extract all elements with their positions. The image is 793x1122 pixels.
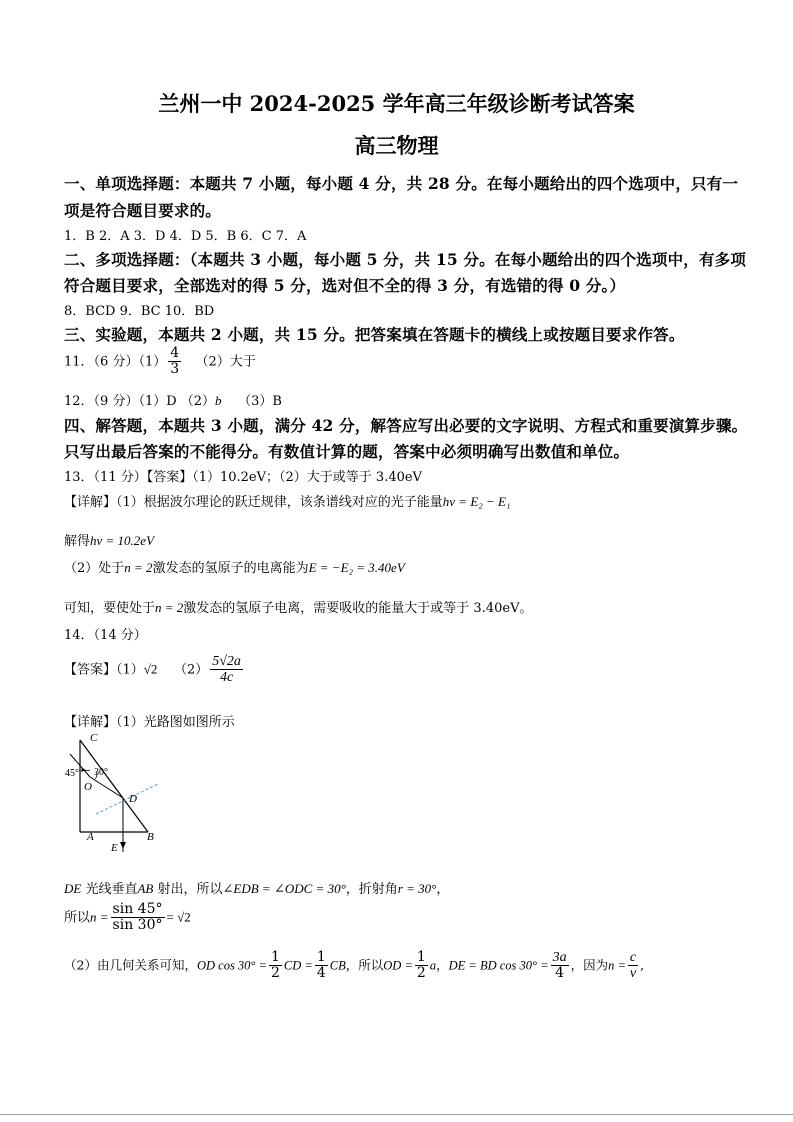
q14-line2-denominator: sin 30° [112, 917, 163, 934]
section1-heading-line2: 项是符合题目要求的。 [64, 201, 222, 220]
q14-answer-prefix: 【答案】（1） [64, 662, 144, 678]
page-bottom-rule [0, 1114, 793, 1115]
q14-line3 [64, 950, 644, 982]
q14-answer [64, 654, 245, 686]
q14-line3-frac1 [269, 950, 282, 982]
q13-conclusion-text-a: 可知，要使处于 [64, 601, 156, 616]
q13-detail1-formula: hν = E₂ − E₁ [442, 494, 511, 509]
exit-arrow-icon [120, 842, 126, 849]
q14-title: 14．（14 分） [64, 628, 147, 643]
light-path-diagram [60, 728, 170, 854]
q14-line3-a: a [429, 958, 437, 973]
q13-detail1-text: 【详解】（1）根据波尔理论的跃迁规律，该条谱线对应的光子能量 [64, 495, 443, 510]
document-title: 兰州一中 2024-2025 学年高三年级诊断考试答案 [158, 91, 635, 116]
q13-part2-text-a: （2）处于 [64, 561, 125, 576]
q14-line3-od-cos: OD cos 30° = [196, 958, 267, 973]
q11-numerator: 4 [170, 345, 180, 361]
q14-answer2-denominator: 4c [219, 670, 234, 686]
q14-line3-frac4-num: 3a [552, 950, 567, 965]
q14-line3-frac1-den: 2 [271, 965, 280, 982]
q13-solve-prefix: 解得 [64, 534, 91, 549]
q13-conclusion-text-b: 激发态的氢原子电离，需要吸收的能量大于或等于 3.40eV。 [183, 601, 533, 616]
label-b: B [147, 831, 154, 843]
q14-line3-cb: CB [329, 958, 346, 973]
section3-heading: 三、实验题，本题共 2 小题，共 15 分。把答案填在答题卡的横线上或按题目要求作答。 [64, 325, 685, 344]
q11-denominator: 3 [170, 361, 180, 378]
q14-line3-frac1-num: 1 [271, 949, 280, 965]
q14-line1-text-f: ，折射角 [345, 882, 398, 897]
q14-line2-n: n = [90, 909, 109, 925]
q14-line2-prefix: 所以 [64, 910, 91, 926]
section4-heading-line2: 只写出最后答案的不能得分。有数值计算的题，答案中必须明确写出数值和单位。 [64, 442, 630, 461]
q13-part2 [64, 557, 405, 576]
q14-line1-text-b: 光线垂直 [81, 882, 138, 897]
q14-line2 [64, 902, 191, 934]
q14-line3-frac5-den: v [629, 966, 637, 982]
section2-heading-line1: 二、多项选择题：（本题共 3 小题，每小题 5 分，共 15 分。在每小题给出的四个选项中，有多项 [64, 250, 747, 269]
q14-line1-r: r = 30° [397, 881, 437, 896]
q14-line3-text-i: ， [436, 957, 449, 973]
q14-line3-text-m: , [640, 957, 645, 973]
label-o: O [84, 781, 92, 793]
q14-line1 [64, 878, 449, 897]
normal-line [96, 784, 158, 814]
q13-solve-formula: hν = 10.2eV [90, 533, 155, 548]
section2-answers: 8．BCD 9．BC 10．BD [64, 304, 215, 319]
q13-conclusion [64, 597, 532, 616]
q14-line2-fraction [111, 902, 165, 934]
q12-prefix: 12．（9 分）（1）D （2） [64, 394, 216, 409]
q14-line3-text-k: ，因为 [570, 957, 609, 973]
q14-line3-frac2-num: 1 [316, 949, 326, 965]
q14-line3-frac2-den: 4 [316, 965, 326, 982]
q14-answer2-numerator: 5√2a [212, 654, 241, 669]
label-c: C [90, 732, 98, 744]
q14-line3-de-bd: DE = BD cos 30° = [448, 958, 549, 973]
q14-line3-frac2 [315, 950, 328, 982]
label-d: D [129, 793, 137, 805]
q11-part2: （2）大于 [195, 354, 256, 370]
q11-prefix: 11．（6 分）（1） [64, 354, 167, 370]
q14-line1-de: DE [64, 881, 82, 896]
q14-line3-frac3 [415, 950, 428, 982]
q14-line1-text-d: 射出，所以 [153, 882, 223, 897]
q14-answer1: √2 [143, 661, 158, 677]
document-subtitle: 高三物理 [354, 133, 439, 158]
q14-line3-text-e: ，所以 [345, 957, 384, 973]
refracted-ray [90, 777, 123, 798]
q14-line2-numerator: sin 45° [112, 901, 163, 917]
label-45: 45° [65, 768, 79, 779]
q13-solve [64, 530, 154, 549]
q14-line3-od: OD = [383, 958, 413, 973]
q13-part2-n: n = 2 [124, 560, 153, 575]
q14-line3-cd: CD = [283, 958, 313, 973]
section1-answers: 1．B 2．A 3．D 4．D 5．B 6．C 7．A [64, 229, 307, 244]
q12-var: b [215, 393, 222, 408]
q14-line3-n: n = [608, 958, 626, 973]
q14-line1-angles: ∠EDB = ∠ODC = 30° [222, 881, 346, 896]
q11-fraction [168, 346, 181, 378]
q13-part2-text-b: 激发态的氢原子的电离能为 [152, 561, 309, 576]
q12-part3: （3）B [238, 394, 282, 409]
q13-title: 13．（11 分）【答案】（1）10.2eV；（2）大于或等于 3.40eV [64, 470, 422, 485]
q14-line3-frac5-num: c [629, 950, 637, 965]
section1-heading-line1: 一、单项选择题：本题共 7 小题，每小题 4 分，共 28 分。在每小题给出的四个选项中，只有一 [64, 174, 739, 193]
q14-line3-frac3-num: 1 [416, 949, 426, 965]
section2-heading-line2: 符合题目要求，全部选对的得 5 分，选对但不全的得 3 分，有选错的得 0 分。） [64, 276, 626, 295]
q14-line3-frac3-den: 2 [416, 965, 426, 982]
q14-detail: 【详解】（1）光路图如图所示 [64, 715, 235, 730]
q13-part2-formula: E = −E₂ = 3.40eV [308, 560, 405, 575]
q14-answer2-fraction [210, 654, 243, 686]
q14-line3-frac4 [551, 950, 569, 982]
q13-detail1 [64, 491, 511, 510]
q11-answer [64, 346, 256, 378]
label-a: A [87, 831, 94, 843]
label-30: 30° [94, 767, 108, 778]
label-e: E [111, 842, 118, 854]
q14-line3-frac4-den: 4 [555, 965, 565, 982]
q14-line1-text-h: ， [436, 882, 450, 897]
q12-answer [64, 390, 282, 409]
q13-conclusion-n: n = 2 [155, 600, 184, 615]
section4-heading-line1: 四、解答题，本题共 3 小题，满分 42 分，解答应写出必要的文字说明、方程式和重要演算步骤。 [64, 416, 748, 435]
q14-line3-frac5 [628, 950, 638, 982]
q14-line3-text-a: （2）由几何关系可知， [64, 957, 197, 973]
q14-line2-result: = √2 [166, 909, 191, 925]
q14-line1-ab: AB [137, 881, 154, 896]
q14-answer2-prefix: （2） [173, 662, 209, 678]
